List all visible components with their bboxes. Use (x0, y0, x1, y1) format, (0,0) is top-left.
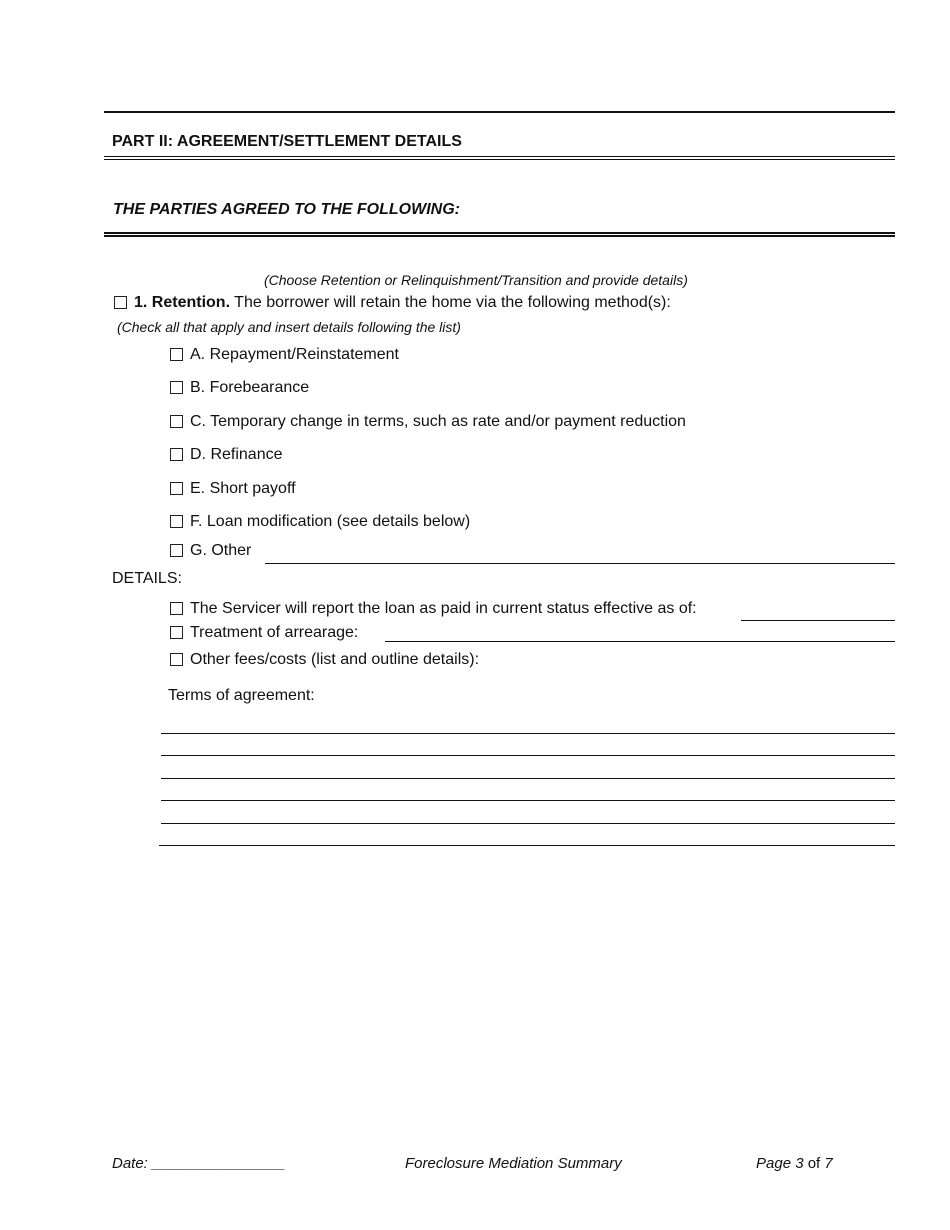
terms-line-5[interactable] (161, 823, 895, 824)
arrearage-label: Treatment of arrearage: (190, 624, 359, 641)
retention-text: The borrower will retain the home via the following method(s): (230, 294, 671, 311)
terms-line-6[interactable] (159, 845, 895, 846)
check-note: (Check all that apply and insert details following the list) (117, 319, 461, 335)
page-current: 3 (795, 1155, 804, 1172)
terms-line-1[interactable] (161, 733, 895, 734)
part-double-rule-2 (104, 159, 895, 160)
top-rule (104, 111, 895, 113)
footer-doc-title: Foreclosure Mediation Summary (405, 1155, 622, 1172)
report-paid-label: The Servicer will report the loan as paid in current status effective as of: (190, 600, 697, 617)
option-b-checkbox[interactable] (170, 381, 183, 394)
terms-line-4[interactable] (161, 800, 895, 801)
retention-line (134, 294, 671, 312)
retention-checkbox[interactable] (114, 296, 127, 309)
terms-line-3[interactable] (161, 778, 895, 779)
option-f-label: F. Loan modification (see details below) (190, 513, 471, 530)
part-title: PART II: AGREEMENT/SETTLEMENT DETAILS (112, 133, 462, 150)
report-paid-checkbox[interactable] (170, 602, 183, 615)
footer-date: Date: ________________ (112, 1155, 286, 1172)
parties-heading: THE PARTIES AGREED TO THE FOLLOWING: (113, 201, 460, 218)
page-of: of (803, 1155, 825, 1172)
report-paid-date-line[interactable] (741, 620, 895, 621)
option-c-checkbox[interactable] (170, 415, 183, 428)
page-total: 7 (824, 1155, 833, 1172)
choose-note: (Choose Retention or Relinquishment/Transition and provide details) (264, 272, 688, 288)
option-g-fill-line[interactable] (265, 563, 895, 564)
option-a-checkbox[interactable] (170, 348, 183, 361)
option-e-checkbox[interactable] (170, 482, 183, 495)
details-label: DETAILS: (112, 570, 182, 587)
option-e-label: E. Short payoff (190, 480, 296, 497)
option-d-checkbox[interactable] (170, 448, 183, 461)
footer-page-number (756, 1155, 833, 1173)
option-g-label: G. Other (190, 542, 252, 559)
arrearage-checkbox[interactable] (170, 626, 183, 639)
parties-double-rule-1 (104, 232, 895, 234)
retention-label: 1. Retention. (134, 294, 231, 311)
option-g-checkbox[interactable] (170, 544, 183, 557)
option-d-label: D. Refinance (190, 446, 283, 463)
parties-double-rule-2 (104, 235, 895, 237)
terms-line-2[interactable] (161, 755, 895, 756)
option-c-label: C. Temporary change in terms, such as rate and/or payment reduction (190, 413, 686, 430)
other-fees-label: Other fees/costs (list and outline details): (190, 651, 480, 668)
option-b-label: B. Forebearance (190, 379, 310, 396)
page-prefix: Page (756, 1155, 796, 1172)
option-a-label: A. Repayment/Reinstatement (190, 346, 399, 363)
other-fees-checkbox[interactable] (170, 653, 183, 666)
arrearage-fill-line[interactable] (385, 641, 895, 642)
option-f-checkbox[interactable] (170, 515, 183, 528)
terms-label: Terms of agreement: (168, 687, 315, 704)
part-double-rule-1 (104, 156, 895, 157)
